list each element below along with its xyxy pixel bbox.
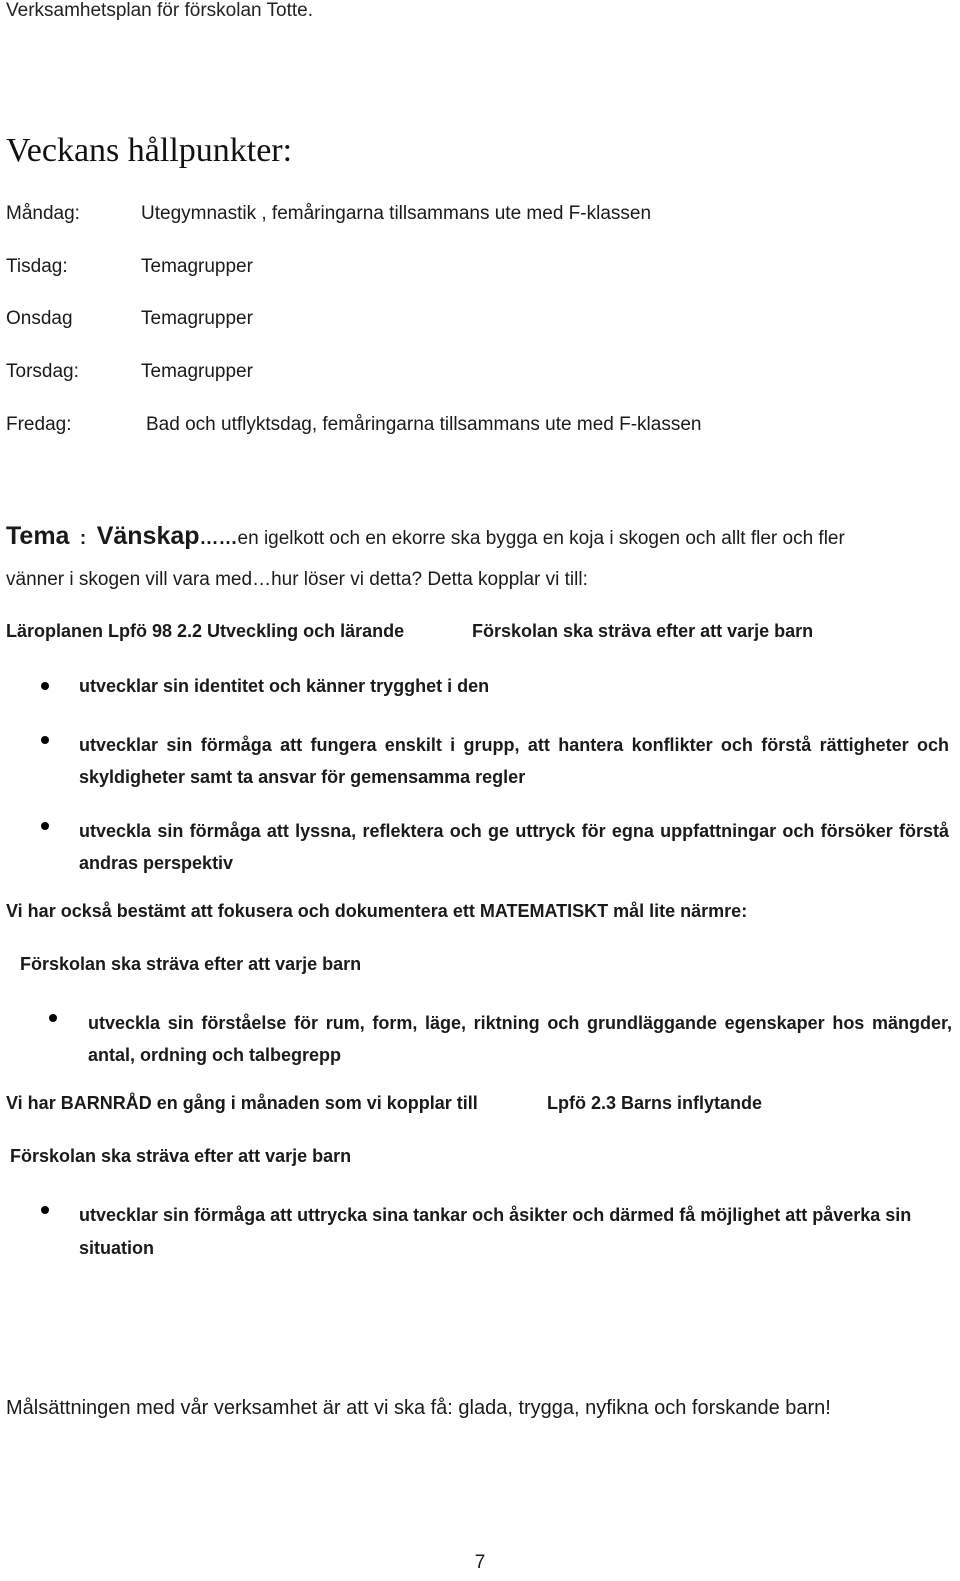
list-item: utveckla sin förmåga att lyssna, reflektera och ge uttryck för egna uppfattningar och försöker förstå andras perspektiv <box>79 821 949 873</box>
schedule-day: Fredag: <box>6 414 72 435</box>
bullet-marker <box>41 682 49 690</box>
curriculum-goal: Förskolan ska sträva efter att varje barn <box>472 621 814 641</box>
list-item: utvecklar sin förmåga att fungera enskilt i grupp, att hantera konflikter och förstå rättigheter och skyldigheter samt ta ansvar för gemensamma regler <box>79 735 949 787</box>
curriculum-reference: Läroplanen Lpfö 98 2.2 Utveckling och lärande <box>6 621 405 641</box>
theme-description: en igelkott och en ekorre ska bygga en koja i skogen och allt fler och fler <box>237 528 845 549</box>
theme-colon: : <box>79 528 87 549</box>
council-reference: Lpfö 2.3 Barns inflytande <box>547 1093 763 1113</box>
schedule-activity: Temagrupper <box>141 256 253 277</box>
closing-statement: Målsättningen med vår verksamhet är att vi ska få: glada, trygga, nyfikna och forskande barn! <box>6 1397 831 1419</box>
bullet-marker <box>49 1014 57 1022</box>
list-item: utveckla sin förståelse för rum, form, läge, riktning och grundläggande egenskaper hos mängder, antal, ordning och talbegrepp <box>88 1013 952 1065</box>
schedule-activity: Temagrupper <box>141 361 253 382</box>
schedule-activity: Temagrupper <box>141 308 253 329</box>
list-item: utvecklar sin identitet och känner trygghet i den <box>79 676 490 696</box>
theme-line <box>6 522 845 551</box>
bullet-marker <box>41 736 49 744</box>
document-header: Verksamhetsplan för förskolan Totte. <box>6 0 313 21</box>
theme-name: Vänskap <box>96 522 200 550</box>
theme-label: Tema <box>6 522 70 550</box>
council-line: Vi har BARNRÅD en gång i månaden som vi kopplar till <box>6 1093 478 1113</box>
theme-description-cont: vänner i skogen vill vara med…hur löser vi detta? Detta kopplar vi till: <box>6 569 588 590</box>
schedule-day: Onsdag <box>6 308 73 329</box>
bullet-marker <box>41 1206 49 1214</box>
council-goal-intro: Förskolan ska sträva efter att varje barn <box>10 1146 352 1166</box>
schedule-activity: Utegymnastik , femåringarna tillsammans ute med F-klassen <box>141 203 652 224</box>
list-item: utvecklar sin förmåga att uttrycka sina tankar och åsikter och därmed få möjlighet att påverka sin situation <box>79 1205 912 1258</box>
schedule-day: Tisdag: <box>6 256 68 277</box>
math-intro: Vi har också bestämt att fokusera och dokumentera ett MATEMATISKT mål lite närmre: <box>6 901 748 921</box>
bullet-marker <box>41 822 49 830</box>
schedule-day: Måndag: <box>6 203 80 224</box>
schedule-day: Torsdag: <box>6 361 79 382</box>
math-goal-intro: Förskolan ska sträva efter att varje barn <box>20 954 362 974</box>
page-title: Veckans hållpunkter: <box>6 132 293 169</box>
theme-dots: …… <box>199 528 238 549</box>
page-number: 7 <box>474 1552 486 1573</box>
schedule-activity: Bad och utflyktsdag, femåringarna tillsammans ute med F-klassen <box>146 414 702 435</box>
